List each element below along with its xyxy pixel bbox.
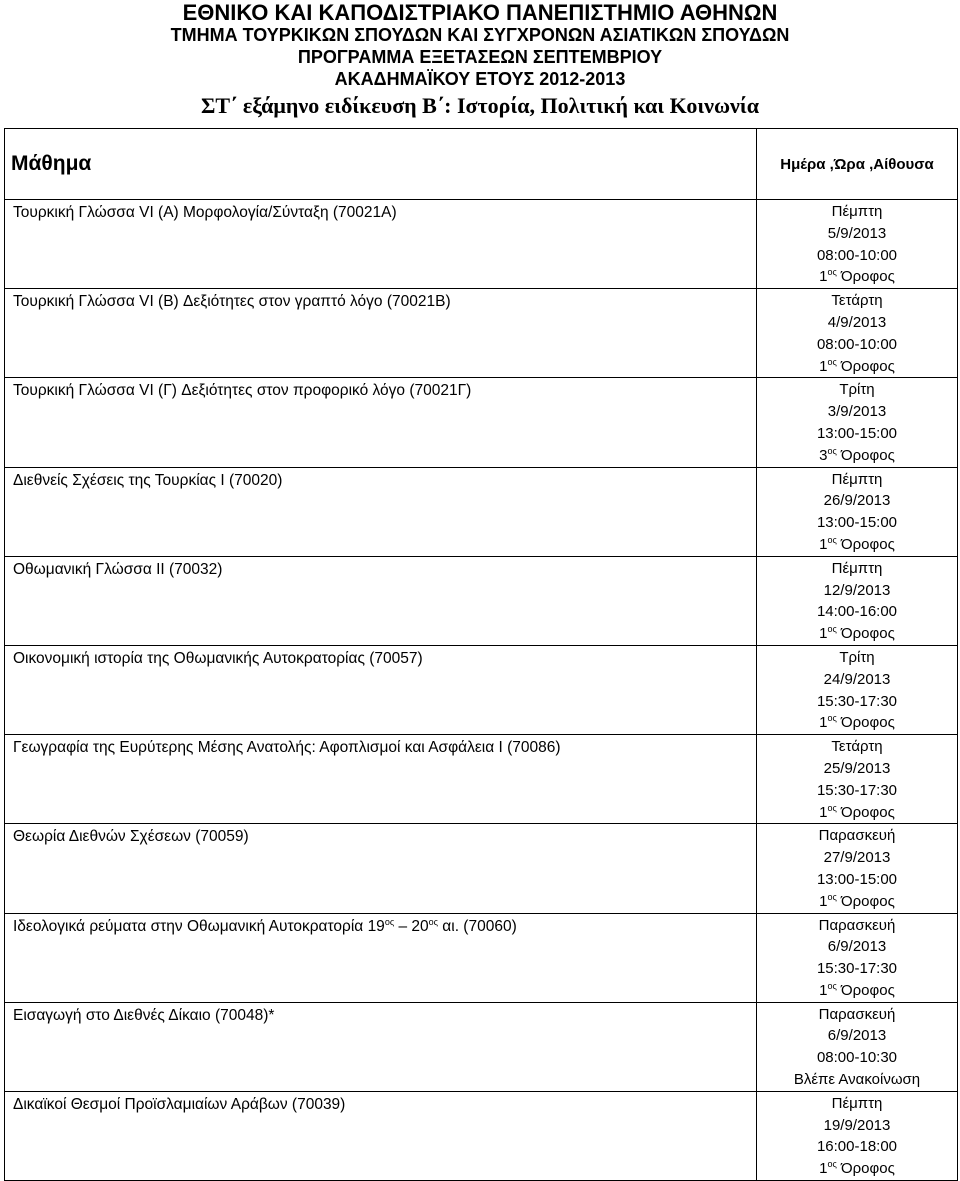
exam-day: Τετάρτη [831, 738, 883, 756]
floor-word: Όροφος [841, 981, 895, 999]
column-header-course: Μάθημα [5, 129, 757, 200]
exam-schedule-table [4, 128, 958, 1181]
exam-day: Πέμπτη [831, 1094, 883, 1112]
exam-day: Τρίτη [839, 648, 875, 666]
ordinal-suffix: ος [384, 916, 395, 927]
course-name: Τουρκική Γλώσσα VI (Γ) Δεξιότητες στον προφορικό λόγο (70021Γ) [5, 378, 757, 467]
floor-number: 1 [819, 625, 828, 643]
exam-time: 16:00-18:00 [816, 1138, 898, 1156]
program-title: ΠΡΟΓΡΑΜΜΑ ΕΞΕΤΑΣΕΩΝ ΣΕΠΤΕΜΒΡΙΟΥ [297, 47, 663, 67]
table-row [5, 200, 958, 289]
exam-info [757, 1002, 958, 1091]
exam-room [757, 891, 957, 913]
exam-day: Πέμπτη [831, 470, 883, 488]
exam-room [757, 712, 957, 734]
ordinal-suffix: ος [827, 267, 837, 278]
exam-day: Τρίτη [839, 381, 875, 399]
table-row [5, 1002, 958, 1091]
floor-word: Όροφος [841, 1160, 895, 1178]
exam-date: 24/9/2013 [823, 670, 891, 688]
exam-room [757, 356, 957, 378]
exam-date: 3/9/2013 [827, 403, 887, 421]
table-row [5, 913, 958, 1002]
exam-time: 15:30-17:30 [816, 692, 898, 710]
floor-number: 1 [819, 714, 828, 732]
ordinal-suffix: ος [827, 891, 837, 902]
exam-info [757, 289, 958, 378]
floor-word: Όροφος [841, 446, 895, 464]
exam-date: 4/9/2013 [827, 313, 887, 331]
ordinal-suffix: ος [428, 916, 438, 927]
exam-day: Πέμπτη [831, 203, 883, 220]
course-name: Εισαγωγή στο Διεθνές Δίκαιο (70048)* [5, 1002, 757, 1091]
course-name-part: Ιδεολογικά ρεύματα στην Οθωμανική Αυτοκρατορία 19 [13, 917, 385, 935]
ordinal-suffix: ος [827, 802, 837, 813]
ordinal-suffix: ος [827, 713, 837, 724]
exam-time: 08:00-10:30 [816, 1049, 898, 1067]
exam-info [757, 824, 958, 913]
course-name: Γεωγραφία της Ευρύτερης Μέσης Ανατολής: Αφοπλισμοί και Ασφάλεια Ι (70086) [5, 735, 757, 824]
academic-year: ΑΚΑΔΗΜΑΪΚΟΥ ΕΤΟΥΣ 2012-2013 [334, 69, 626, 89]
exam-room [757, 266, 957, 288]
floor-number: 1 [819, 892, 828, 910]
table-row [5, 645, 958, 734]
exam-room [757, 445, 957, 467]
ordinal-suffix: ος [827, 624, 837, 635]
course-name: Θεωρία Διεθνών Σχέσεων (70059) [5, 824, 757, 913]
course-name: Διεθνείς Σχέσεις της Τουρκίας Ι (70020) [5, 467, 757, 556]
course-name: Δικαϊκοί Θεσμοί Προϊσλαμιαίων Αράβων (70039) [5, 1091, 757, 1180]
course-name-part: αι. (70060) [437, 917, 517, 935]
floor-number: 1 [819, 1160, 828, 1178]
exam-room [757, 623, 957, 645]
exam-date: 26/9/2013 [823, 492, 891, 510]
exam-room [757, 980, 957, 1002]
exam-day: Τετάρτη [831, 292, 883, 310]
course-name: Τουρκική Γλώσσα VI (Β) Δεξιότητες στον γραπτό λόγο (70021Β) [5, 289, 757, 378]
course-name: Τουρκική Γλώσσα VI (Α) Μορφολογία/Σύνταξη (70021Α) [5, 200, 757, 289]
table-header-row [5, 129, 958, 200]
exam-time: 15:30-17:30 [816, 781, 898, 799]
exam-info [757, 378, 958, 467]
ordinal-suffix: ος [827, 534, 837, 545]
exam-time: 08:00-10:00 [816, 335, 898, 353]
table-row [5, 467, 958, 556]
ordinal-suffix: ος [827, 1159, 837, 1170]
exam-room [757, 802, 957, 824]
table-row [5, 289, 958, 378]
exam-date: 5/9/2013 [827, 224, 887, 242]
exam-day: Παρασκευή [818, 916, 896, 934]
table-row [5, 1091, 958, 1180]
semester-title: ΣΤ΄ εξάμηνο ειδίκευση Β΄: Ιστορία, Πολιτική και Κοινωνία [201, 93, 759, 118]
floor-number: 3 [819, 446, 828, 464]
exam-date: 6/9/2013 [827, 1027, 887, 1045]
exam-time: 13:00-15:00 [816, 870, 898, 888]
exam-note: Βλέπε Ανακοίνωση [793, 1071, 921, 1089]
university-title: ΕΘΝΙΚΟ ΚΑΙ ΚΑΠΟΔΙΣΤΡΙΑΚΟ ΠΑΝΕΠΙΣΤΗΜΙΟ ΑΘΗΝΩΝ [182, 0, 778, 25]
floor-word: Όροφος [841, 714, 895, 732]
exam-day: Πέμπτη [831, 559, 883, 577]
table-row [5, 378, 958, 467]
exam-info [757, 467, 958, 556]
exam-info [757, 200, 958, 289]
table-row [5, 556, 958, 645]
floor-word: Όροφος [841, 892, 895, 910]
exam-time: 15:30-17:30 [816, 960, 898, 978]
course-name [5, 913, 757, 1002]
floor-word: Όροφος [841, 803, 895, 821]
course-name: Οθωμανική Γλώσσα ΙΙ (70032) [5, 556, 757, 645]
exam-time: 14:00-16:00 [816, 603, 898, 621]
floor-number: 1 [819, 803, 828, 821]
exam-info [757, 735, 958, 824]
floor-number: 1 [819, 357, 828, 375]
course-name-part: – 20 [394, 917, 429, 935]
exam-day: Παρασκευή [818, 827, 896, 845]
ordinal-suffix: ος [827, 445, 837, 456]
floor-word: Όροφος [841, 268, 895, 286]
exam-date: 19/9/2013 [823, 1116, 891, 1134]
exam-info [757, 645, 958, 734]
document-header [0, 0, 960, 120]
floor-word: Όροφος [841, 357, 895, 375]
exam-day: Παρασκευή [818, 1005, 896, 1023]
exam-time: 13:00-15:00 [816, 514, 898, 532]
column-header-info: Ημέρα ,Ώρα ,Αίθουσα [757, 129, 958, 200]
floor-word: Όροφος [841, 625, 895, 643]
exam-room [757, 534, 957, 556]
exam-info [757, 556, 958, 645]
exam-date: 6/9/2013 [827, 938, 887, 956]
exam-info [757, 1091, 958, 1180]
department-title: ΤΜΗΜΑ ΤΟΥΡΚΙΚΩΝ ΣΠΟΥΔΩΝ ΚΑΙ ΣΥΓΧΡΟΝΩΝ ΑΣΙΑΤΙΚΩΝ ΣΠΟΥΔΩΝ [170, 25, 790, 45]
exam-date: 12/9/2013 [823, 581, 891, 599]
exam-date: 25/9/2013 [823, 759, 891, 777]
floor-number: 1 [819, 535, 828, 553]
ordinal-suffix: ος [827, 980, 837, 991]
floor-number: 1 [819, 268, 828, 286]
exam-time: 13:00-15:00 [816, 424, 898, 442]
floor-word: Όροφος [841, 535, 895, 553]
ordinal-suffix: ος [827, 356, 837, 367]
exam-date: 27/9/2013 [823, 849, 891, 867]
course-name: Οικονομική ιστορία της Οθωμανικής Αυτοκρατορίας (70057) [5, 645, 757, 734]
exam-info [757, 913, 958, 1002]
table-row [5, 824, 958, 913]
floor-number: 1 [819, 981, 828, 999]
exam-time: 08:00-10:00 [816, 246, 898, 264]
table-row [5, 735, 958, 824]
